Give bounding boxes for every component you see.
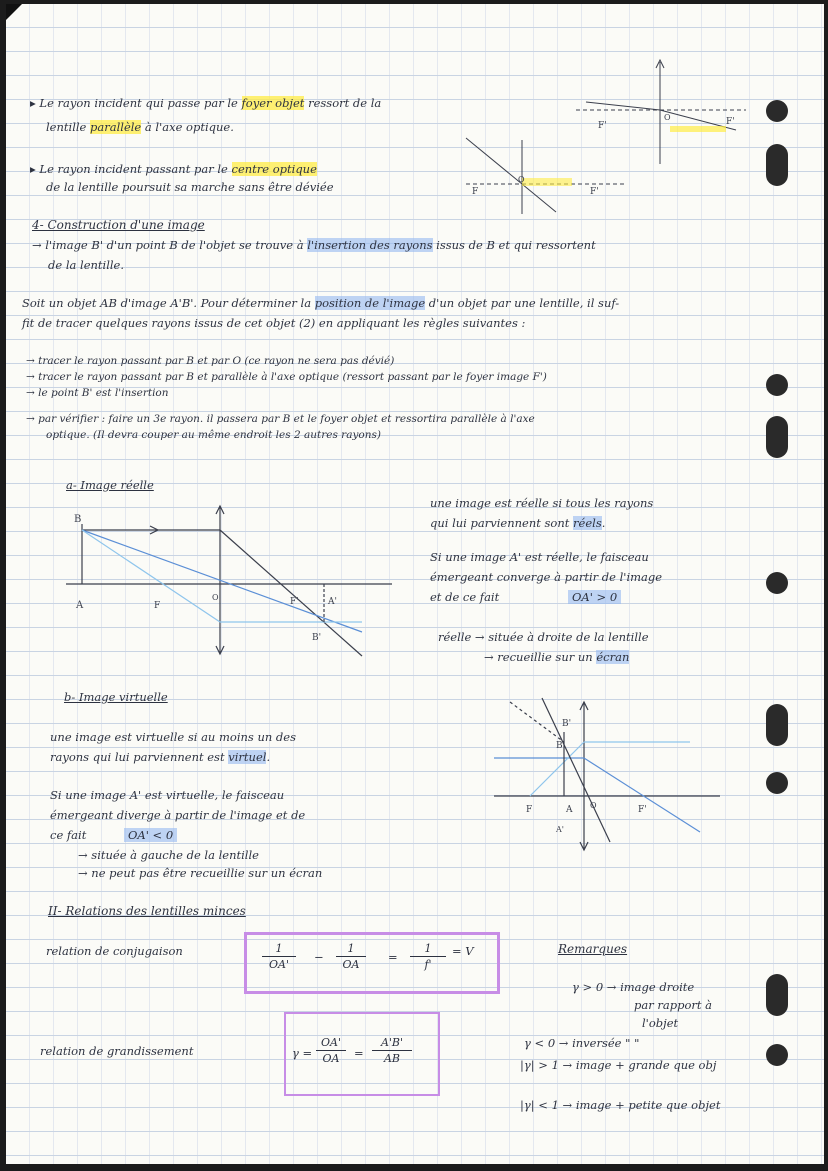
real-image-title: a- Image réelle	[66, 478, 154, 492]
binder-hole-icon	[766, 1044, 788, 1066]
virtual-text-2b: émergeant diverge à partir de l'image et de	[50, 808, 306, 822]
binder-hole-icon	[766, 416, 788, 458]
label-aprime: A'	[556, 825, 564, 834]
virtual-text-2a: Si une image A' est virtuelle, le faisceau	[50, 788, 285, 802]
conj-frac-1: 1 OA'	[262, 942, 296, 971]
binder-hole-icon	[766, 704, 788, 746]
virtual-extension	[510, 702, 564, 742]
remarks-title: Remarques	[558, 942, 628, 956]
conj-minus: −	[314, 950, 324, 964]
focal-rule-line1: ▸ Le rayon incident qui passe par le foyer objet ressort de la	[30, 96, 382, 110]
virtual-text-3b: → ne peut pas être recueillie sur un écran	[78, 866, 323, 880]
notebook-page	[6, 4, 824, 1164]
step-2: → tracer le rayon passant par B et parallèle à l'axe optique (ressort passant par le foyer image F')	[26, 371, 547, 383]
real-text-2a: Si une image A' est réelle, le faisceau	[430, 550, 649, 564]
focal-rule-line2: lentille parallèle à l'axe optique.	[46, 120, 234, 134]
center-ray	[82, 530, 362, 632]
remark-4: |γ| < 1 → image + petite que objet	[520, 1098, 721, 1112]
o-label-2: O	[518, 175, 525, 184]
step-4: → par vérifier : faire un 3e rayon. il passera par B et le foyer objet et ressortira parallèle à l'axe	[26, 413, 535, 425]
virtual-text-3a: → située à gauche de la lentille	[78, 848, 259, 862]
fprime-label-2: F'	[726, 117, 735, 127]
section-4-title: 4- Construction d'une image	[32, 218, 205, 232]
binder-hole-icon	[766, 100, 788, 122]
binder-hole-icon	[766, 374, 788, 396]
remark-2: γ < 0 → inversée " "	[524, 1036, 640, 1050]
label-b: B	[556, 741, 563, 751]
real-image-diagram	[62, 504, 392, 664]
virtual-text-1b: rayons qui lui parviennent est virtuel.	[50, 750, 271, 764]
remark-3: |γ| > 1 → image + grande que obj	[520, 1058, 717, 1072]
binder-hole-icon	[766, 772, 788, 794]
remark-1b: par rapport à	[634, 998, 713, 1012]
fprime-label: F'	[598, 121, 607, 131]
remark-1c: l'objet	[642, 1016, 679, 1030]
focal-ray-in	[82, 530, 220, 622]
incident-ray	[586, 102, 660, 110]
intro-line2: fit de tracer quelques rayons issus de cet objet (2) en appliquant les règles suivantes :	[22, 316, 526, 330]
yellow-mark	[522, 178, 572, 186]
step-4-cont: optique. (Il devra couper au même endroit les 2 autres rayons)	[46, 429, 381, 441]
conj-frac-3: 1 f'	[410, 942, 446, 971]
label-fprime: F'	[290, 597, 299, 607]
real-text-3b: → recueillie sur un écran	[484, 650, 630, 664]
real-text-1b: qui lui parviennent sont réels.	[430, 516, 606, 530]
gran-frac-1: OA' OA	[316, 1036, 346, 1065]
label-aprime: A'	[328, 597, 337, 607]
step-3: → le point B' est l'insertion	[26, 387, 169, 399]
top-ray-diagram	[426, 54, 756, 214]
real-text-3a: réelle → située à droite de la lentille	[438, 630, 649, 644]
center-ray-in	[466, 138, 522, 184]
label-a: A	[566, 805, 573, 815]
binder-hole-icon	[766, 572, 788, 594]
conj-eq-1: =	[388, 950, 398, 964]
real-text-1a: une image est réelle si tous les rayons	[430, 496, 654, 510]
center-ray-out	[522, 184, 556, 212]
label-bprime: B'	[562, 719, 572, 729]
label-a: A	[76, 600, 84, 611]
real-text-2b: émergeant converge à partir de l'image	[430, 570, 663, 584]
label-o: O	[590, 801, 597, 810]
binder-hole-icon	[766, 144, 788, 186]
label-f: F	[154, 601, 161, 611]
label-f: F	[526, 805, 533, 815]
conj-eq-v: = V	[452, 944, 474, 958]
virtual-oa-box: OA' < 0	[124, 828, 177, 842]
step-1: → tracer le rayon passant par B et par O (ce rayon ne sera pas dévié)	[26, 355, 395, 367]
grandissement-label: relation de grandissement	[40, 1044, 194, 1058]
label-fprime: F'	[638, 805, 647, 815]
conjugaison-label: relation de conjugaison	[46, 944, 183, 958]
virtual-text-2c: ce fait	[50, 828, 87, 842]
gran-eq: =	[354, 1046, 364, 1060]
remark-1a: γ > 0 → image droite	[572, 980, 695, 994]
gran-frac-2: A'B' AB	[372, 1036, 412, 1065]
virtual-image-diagram	[490, 692, 720, 852]
section-4-line1: → l'image B' d'un point B de l'objet se trouve à l'insertion des rayons issus de B et qui ressortent	[32, 238, 596, 252]
page-corner	[6, 4, 22, 20]
center-rule-line2: de la lentille poursuit sa marche sans être déviée	[46, 180, 334, 194]
center-rule-line1: ▸ Le rayon incident passant par le centre optique	[30, 162, 317, 176]
label-o: O	[212, 593, 219, 602]
parallel-ray-out	[584, 758, 700, 832]
virtual-image-title: b- Image virtuelle	[64, 690, 168, 704]
virtual-text-1a: une image est virtuelle si au moins un des	[50, 730, 297, 744]
section-2-title: II- Relations des lentilles minces	[48, 904, 246, 918]
label-bprime: B'	[312, 633, 322, 643]
real-oa-box: OA' > 0	[568, 590, 621, 604]
conj-frac-2: 1 OA	[336, 942, 366, 971]
real-text-2c: et de ce fait	[430, 590, 500, 604]
yellow-mark	[670, 126, 726, 132]
binder-hole-icon	[766, 974, 788, 1016]
o-label: O	[664, 113, 671, 122]
gran-gamma: γ =	[292, 1046, 313, 1060]
fprime-label-3: F'	[590, 187, 599, 197]
section-4-line2: de la lentille.	[48, 258, 125, 272]
intro-line1: Soit un objet AB d'image A'B'. Pour déterminer la position de l'image d'un objet par une lentille, il suf-	[22, 296, 620, 310]
parallel-ray-out	[220, 530, 362, 656]
center-ray	[542, 698, 610, 842]
label-b: B	[74, 514, 82, 525]
f-label: F	[472, 187, 479, 197]
